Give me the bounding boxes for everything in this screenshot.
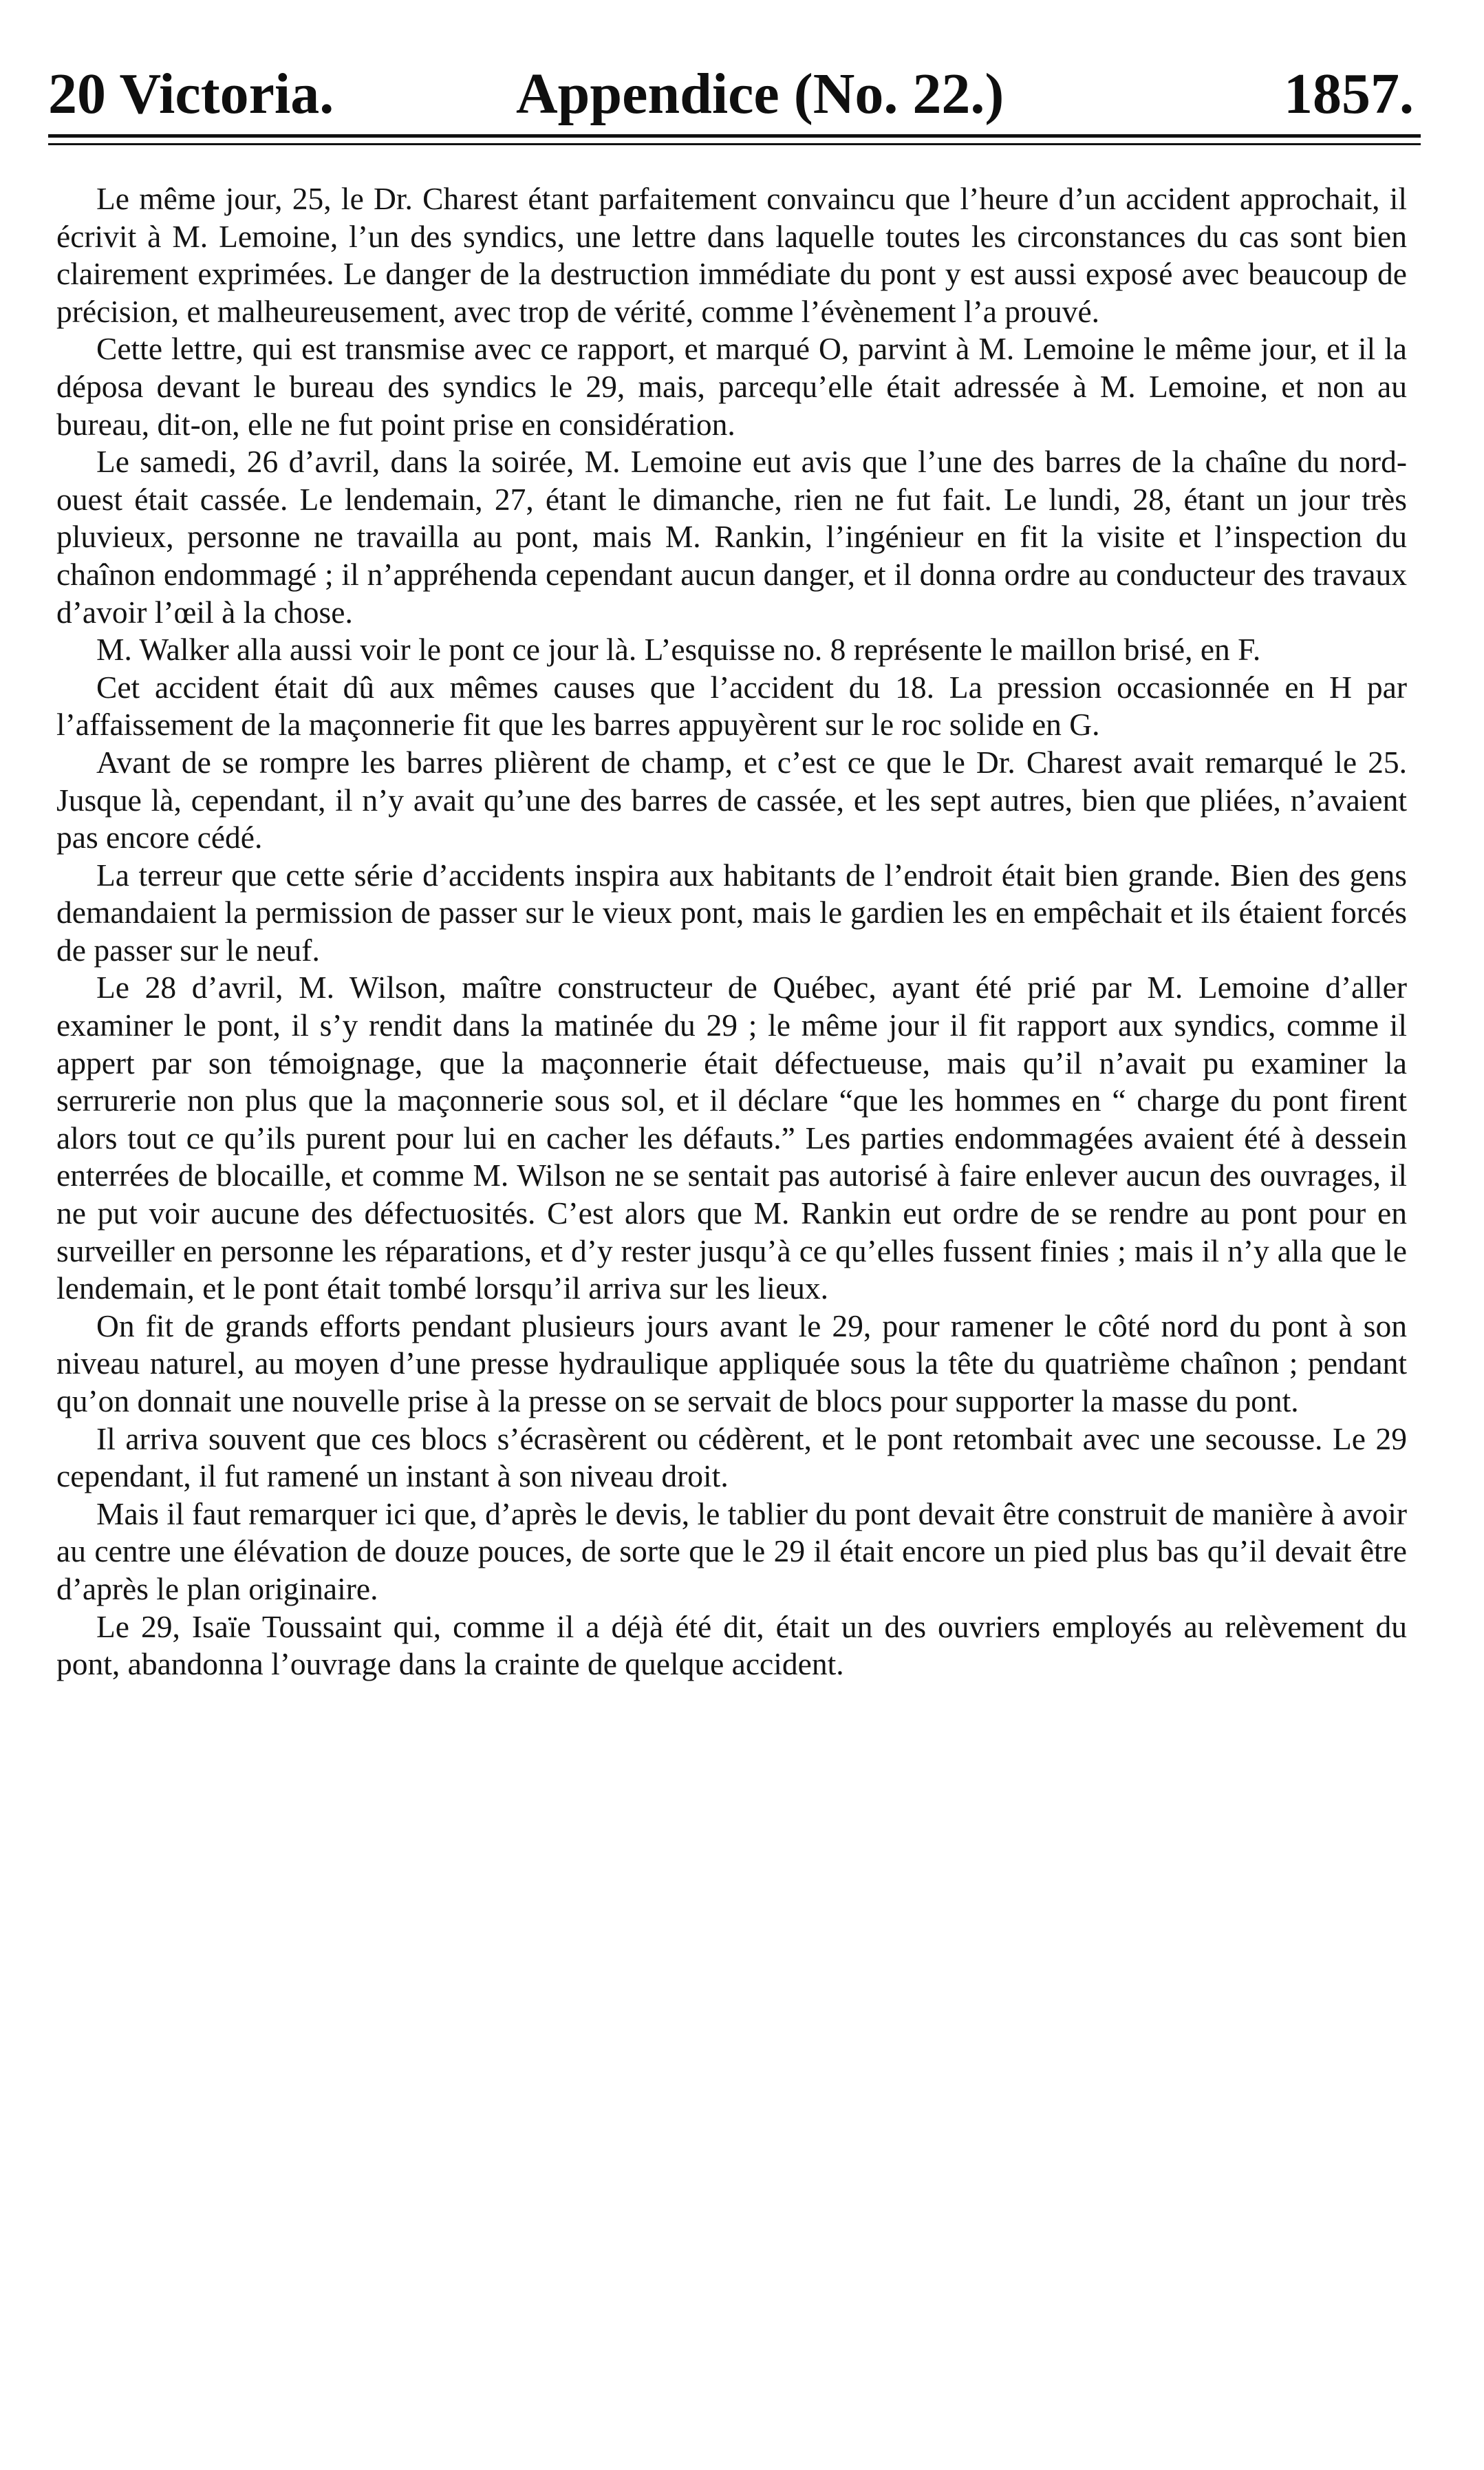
- paragraph: Cette lettre, qui est transmise avec ce rapport, et marqué O, parvint à M. Lemoine le même jour, et il la déposa devant le bureau des syndics le 29, mais, parcequ’elle était adressée à M. Lemoine, et non au bureau, dit-on, elle ne fut point prise en considération.: [56, 331, 1407, 442]
- paragraph: M. Walker alla aussi voir le pont ce jour là. L’esquisse no. 8 représente le maillon brisé, en F.: [96, 632, 1261, 668]
- paragraph: La terreur que cette série d’accidents inspira aux habitants de l’endroit était bien grande. Bien des gens demandaient la permission de passer sur le vieux pont, mais le gardien les en empêchait et ils étaient forcés de passer sur le neuf.: [56, 857, 1407, 968]
- document-body: [56, 180, 1407, 1683]
- paragraph: On fit de grands efforts pendant plusieurs jours avant le 29, pour ramener le côté nord du pont à son niveau naturel, au moyen d’une presse hydraulique appliquée sous la tête du quatrième chaînon ; pendant qu’on donnait une nouvelle prise à la presse on se servait de blocs pour supporter la masse du pont.: [56, 1308, 1407, 1418]
- paragraph: Le 29, Isaïe Toussaint qui, comme il a déjà été dit, était un des ouvriers employés au relèvement du pont, abandonna l’ouvrage dans la crainte de quelque accident.: [56, 1608, 1407, 1682]
- header-rule-thin: [48, 143, 1421, 145]
- paragraph: Le 28 d’avril, M. Wilson, maître constructeur de Québec, ayant été prié par M. Lemoine d’aller examiner le pont, il s’y rendit dans la matinée du 29 ; le même jour il fit rapport aux syndics, comme il appert par son témoignage, que la maçonnerie était défectueuse, mais qu’il n’avait pu examiner la serrurerie non plus que la maçonnerie sous sol, et il déclare “que les hommes en “ charge du pont firent alors tout ce qu’ils purent pour lui en cacher les défauts.” Les parties endommagées avaient été à dessein enterrées de blocaille, et comme M. Wilson ne se sentait pas autorisé à faire enlever aucun des ouvrages, il ne put voir aucune des défectuosités. C’est alors que M. Rankin eut ordre de se rendre au pont pour en surveiller en personne les réparations, et d’y rester jusqu’à ce qu’elles fussent finies ; mais il n’y alla que le lendemain, et le pont était tombé lorsqu’il arriva sur les lieux.: [56, 970, 1407, 1306]
- header-session: 20 Victoria.: [48, 62, 334, 126]
- header-year: 1857.: [1284, 62, 1414, 126]
- page-header: [48, 28, 1421, 131]
- paragraph: Cet accident était dû aux mêmes causes que l’accident du 18. La pression occasionnée en H par l’affaissement de la maçonnerie fit que les barres appuyèrent sur le roc solide en G.: [56, 669, 1407, 743]
- paragraph: Mais il faut remarquer ici que, d’après le devis, le tablier du pont devait être construit de manière à avoir au centre une élévation de douze pouces, de sorte que le 29 il était encore un pied plus bas qu’il devait être d’après le plan originaire.: [56, 1495, 1407, 1606]
- paragraph: Il arriva souvent que ces blocs s’écrasèrent ou cédèrent, et le pont retombait avec une secousse. Le 29 cependant, il fut ramené un instant à son niveau droit.: [56, 1420, 1407, 1494]
- paragraph: Le samedi, 26 d’avril, dans la soirée, M. Lemoine eut avis que l’une des barres de la chaîne du nord-ouest était cassée. Le lendemain, 27, étant le dimanche, rien ne fut fait. Le lundi, 28, étant un jour très pluvieux, personne ne travailla au pont, mais M. Rankin, l’ingénieur en fit la visite et l’inspection du chaînon endommagé ; il n’appréhenda cependant aucun danger, et il donna ordre au conducteur des travaux d’avoir l’œil à la chose.: [56, 444, 1407, 630]
- header-rule-thick: [48, 134, 1421, 138]
- header-appendix: Appendice (No. 22.): [516, 62, 1004, 126]
- paragraph: Avant de se rompre les barres plièrent de champ, et c’est ce que le Dr. Charest avait remarqué le 25. Jusque là, cependant, il n’y avait qu’une des barres de cassée, et les sept autres, bien que pliées, n’avaient pas encore cédé.: [56, 744, 1407, 855]
- paragraph: Le même jour, 25, le Dr. Charest étant parfaitement convaincu que l’heure d’un accident approchait, il écrivit à M. Lemoine, l’un des syndics, une lettre dans laquelle toutes les circonstances du cas sont bien clairement exprimées. Le danger de la destruction immédiate du pont y est aussi exposé avec beaucoup de précision, et malheureusement, avec trop de vérité, comme l’évènement l’a prouvé.: [56, 181, 1407, 329]
